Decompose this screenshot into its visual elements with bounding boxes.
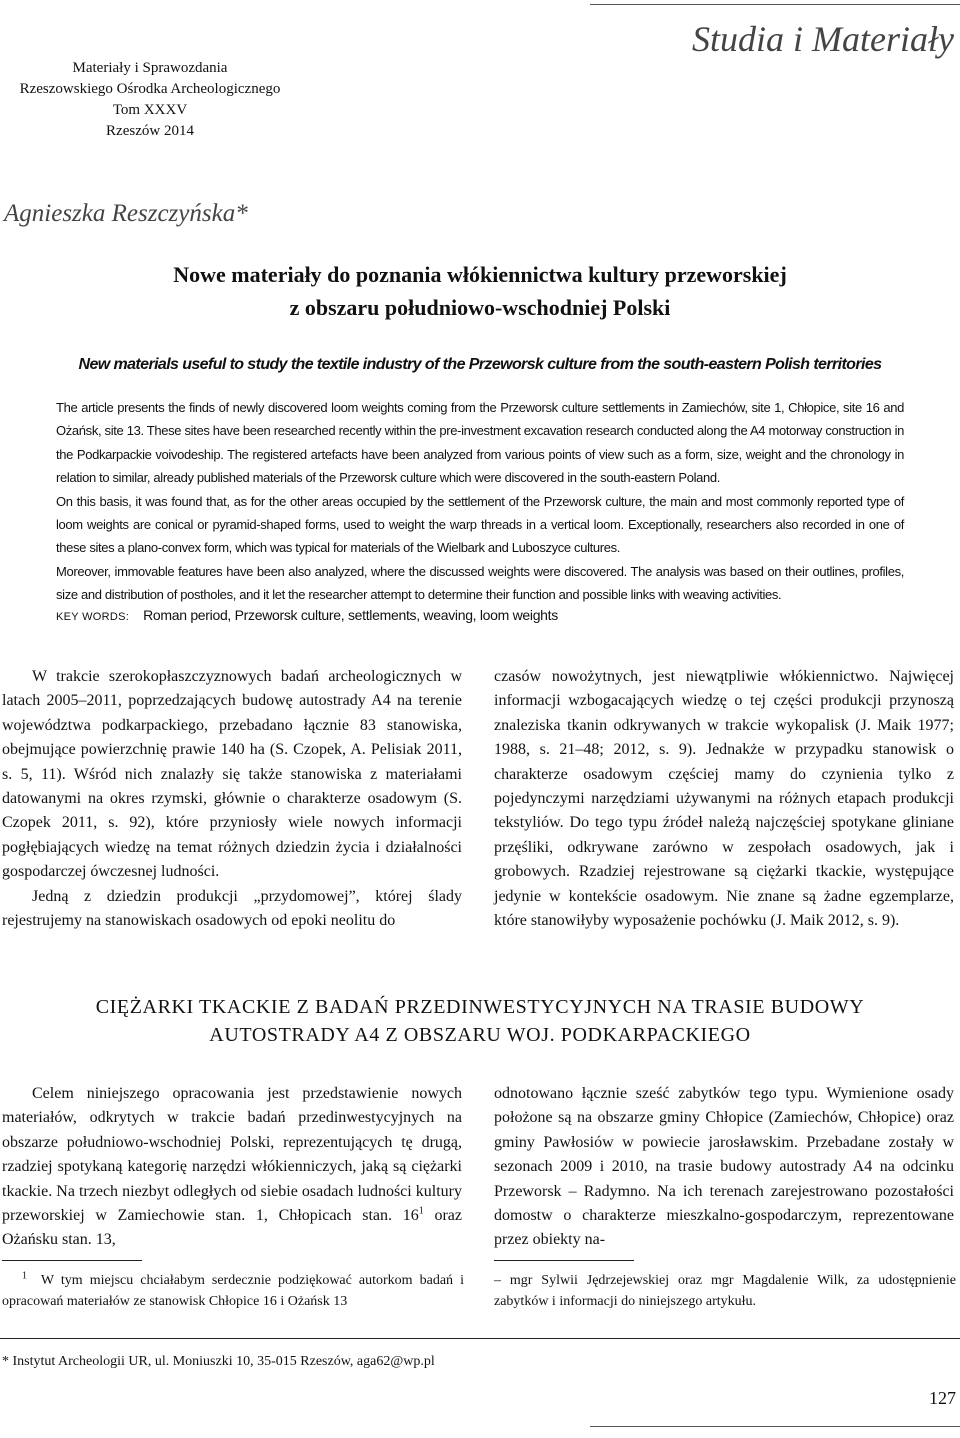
keywords	[56, 607, 558, 623]
footnote-text: – mgr Sylwii Jędrzejewskiej oraz mgr Magdalenie Wilk, za udostępnienie zabytków i informacji do niniejszego artykułu.	[494, 1273, 956, 1309]
footnote-right	[494, 1270, 956, 1312]
series-title: Studia i Materiały	[692, 19, 954, 59]
author-name: Agnieszka Reszczyńska*	[4, 200, 248, 227]
journal-line: Materiały i Sprawozdania	[72, 60, 228, 76]
section-heading-line: AUTOSTRADY A4 Z OBSZARU WOJ. PODKARPACKIEGO	[209, 1024, 751, 1046]
page-number: 127	[929, 1388, 956, 1408]
footnote-rule	[494, 1260, 634, 1261]
journal-line: Rzeszów 2014	[106, 123, 194, 139]
body-column-right	[494, 665, 954, 933]
section-heading	[0, 993, 960, 1049]
section-heading-line: CIĘŻARKI TKACKIE Z BADAŃ PRZEDINWESTYCYJNYCH NA TRASIE BUDOWY	[95, 996, 865, 1018]
body-paragraph: odnotowano łącznie sześć zabytków tego typu. Wymienione osady położone są na obszarze gminy Chłopice (Zamiechów, Chłopice) oraz gminy Pawłosiów w powiecie jarosławskim. Przebadane zostały w sezonach 2009 i 2010, na trasie budowy autostrady A4 na odcinku Przeworsk – Radymno. Na ich terenach zarejestrowano pozostałości domostw o charakterze mieszkalno-gospodarczym, reprezentowane przez obiekty na-	[494, 1085, 954, 1249]
header-rule	[590, 4, 960, 5]
journal-line: Tom XXXV	[112, 102, 188, 118]
abstract-paragraph: Moreover, immovable features have been also analyzed, where the discussed weights were discovered. The analysis was based on their outlines, profiles, size and distribution of postholes, and it let the researcher attempt to determine their function and possible links with weaving activities.	[56, 563, 904, 603]
journal-info	[0, 58, 300, 142]
paragraph-text: oraz Ożańsku stan. 13,	[2, 1207, 463, 1249]
keywords-list: Roman period, Przeworsk culture, settlements, weaving, loom weights	[143, 607, 558, 623]
paragraph-text: Celem niniejszego opracowania jest przedstawienie nowych materiałów, odkrytych w trakcie badań przedinwestycyjnych na obszarze południowo-wschodniej Polski, reprezentujących tę drugą, rzadziej spotykaną kategorię narzędzi włókienniczych, jaką są ciężarki tkackie. Na trzech niezbyt odległych od siebie osadach ludności kultury przeworskiej w Zamiechowie stan. 1, Chłopicach stan. 16	[2, 1085, 462, 1225]
footnote-rule	[2, 1260, 142, 1261]
footnote-marker: 1	[22, 1270, 27, 1282]
abstract-paragraph: The article presents the finds of newly discovered loom weights coming from the Przeworsk culture settlements in Zamiechów, site 1, Chłopice, site 16 and Ożańsk, site 13. These sites have been researched recently within the pre-investment excavation research conducted along the A4 motorway construction in the Podkarpackie voivodeship. The registered artefacts have been analyzed from various points of view such as a form, size, weight and the chronology in relation to similar, already published materials of the Przeworsk culture which were discovered in the south-eastern Poland.	[56, 400, 904, 486]
body-paragraph: Jedną z dziedzin produkcji „przydomowej”, której ślady rejestrujemy na stanowiskach osadowych od epoki neolitu do	[2, 887, 462, 930]
keywords-label: KEY WORDS:	[56, 611, 130, 623]
affiliation-rule	[0, 1338, 960, 1339]
body-column-left	[2, 665, 462, 933]
body-paragraph: czasów nowożytnych, jest niewątpliwie włókiennictwo. Najwięcej informacji wzbogacających wiedzę o tej części produkcji przynoszą znaleziska tkanin odkrywanych w trakcie wykopalisk (J. Maik 1977; 1988, s. 21–48; 2012, s. 9). Jednakże w przypadku stanowisk o charakterze osadowym częściej mamy do czynienia tylko z pojedynczymi narzędziami używanymi na różnych etapach produkcji tekstyliów. Do tego typu źródeł należą najczęściej spotykane gliniane przęśliki, odkrywane zarówno w zespołach osadowych, jak i grobowych. Rzadziej rejestrowane są ciężarki tkackie, występujące jedynie w kontekście osadowym. Nie znane są żadne egzemplarze, które stanowiłyby wyposażenie pochówku (J. Maik 2012, s. 9).	[494, 668, 954, 930]
bottom-rule	[590, 1426, 960, 1427]
title-line: Nowe materiały do poznania włókiennictwa kultury przeworskiej	[173, 262, 787, 287]
title-line: z obszaru południowo-wschodniej Polski	[289, 295, 671, 320]
abstract	[56, 396, 904, 607]
article-title-polish	[0, 258, 960, 324]
section-column-left	[2, 1082, 462, 1253]
footnote-left	[2, 1270, 464, 1312]
journal-line: Rzeszowskiego Ośrodka Archeologicznego	[19, 81, 281, 97]
footnote-reference[interactable]: 1	[418, 1205, 424, 1217]
body-paragraph: W trakcie szerokopłaszczyznowych badań archeologicznych w latach 2005–2011, poprzedzających budowę autostrady A4 na terenie województwa podkarpackiego, przebadano łącznie 83 stanowiska, obejmujące powierzchnię prawie 140 ha (S. Czopek, A. Pelisiak 2011, s. 5, 11). Wśród nich znalazły się także stanowiska z materiałami datowanymi na okres rzymski, głównie o charakterze osadowym (S. Czopek 2011, s. 92), które przyniosły wiele nowych informacji pogłębiających wiedzę na temat różnych dziedzin życia i działalności gospodarczej ówczesnej ludności.	[2, 668, 462, 881]
section-column-right	[494, 1082, 954, 1253]
abstract-paragraph: On this basis, it was found that, as for the other areas occupied by the settlement of the Przeworsk culture, the main and most commonly reported type of loom weights are conical or pyramid-shaped forms, used to weight the warp threads in a vertical loom. Exceptionally, researchers also recorded in one of these sites a plano-convex form, which was typical for materials of the Wielbark and Luboszyce cultures.	[56, 493, 904, 556]
body-paragraph	[2, 1082, 462, 1253]
article-title-english: New materials useful to study the textile industry of the Przeworsk culture from the south-eastern Polish territories	[78, 356, 882, 373]
footnote-text: W tym miejscu chciałabym serdecznie podziękować autorkom badań i opracowań materiałów ze stanowisk Chłopice 16 i Ożańsk 13	[2, 1273, 464, 1309]
author-affiliation: * Instytut Archeologii UR, ul. Moniuszki 10, 35-015 Rzeszów, aga62@wp.pl	[2, 1354, 435, 1369]
